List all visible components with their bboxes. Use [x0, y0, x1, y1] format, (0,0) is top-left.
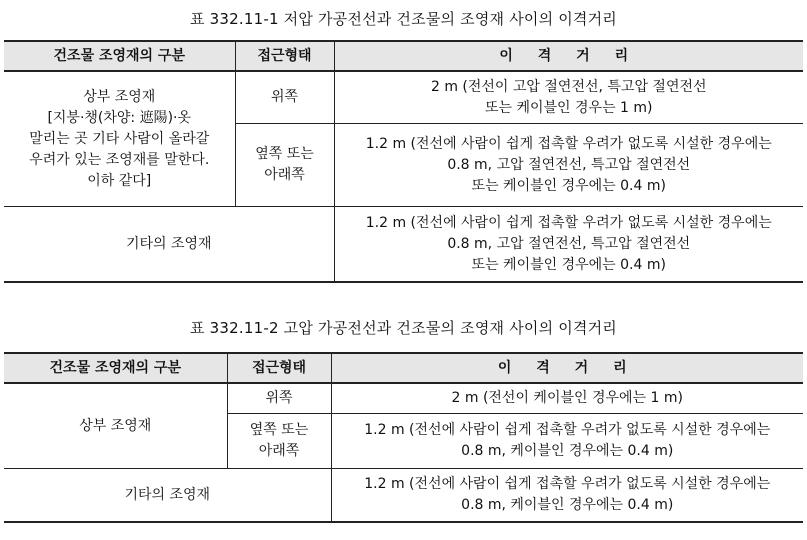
table-row — [4, 469, 803, 523]
distance-text: 0.8 m, 고압 절연전선, 특고압 절연전선 — [447, 156, 691, 173]
category-text: 말리는 곳 기타 사람이 올라갈 — [29, 130, 210, 147]
distance-text: 1.2 m (전선에 사람이 쉽게 접촉할 우려가 없도록 시설한 경우에는 — [364, 422, 771, 439]
approach-text: 아래쪽 — [264, 167, 305, 183]
distance-text: 2 m (전선이 고압 절연전선, 특고압 절연전선 — [430, 78, 707, 95]
approach-text: 아래쪽 — [258, 443, 300, 460]
category-other-structure: 기타의 조영재 — [4, 469, 331, 523]
header-approach-type: 접근형태 — [227, 353, 331, 383]
distance-text: 0.8 m, 케이블인 경우에는 0.4 m) — [461, 497, 674, 513]
distance-text: 1.2 m (전선에 사람이 쉽게 접촉할 우려가 없도록 시설한 경우에는 — [364, 476, 771, 492]
table-row — [4, 207, 803, 283]
distance-above — [334, 71, 803, 124]
table1-low-voltage-clearance — [4, 40, 803, 283]
distance-text: 1.2 m (전선에 사람이 쉽게 접촉할 우려가 없도록 시설한 경우에는 — [365, 135, 772, 152]
distance-other — [331, 469, 803, 523]
distance-text: 또는 케이블인 경우에는 0.4 m) — [471, 177, 666, 194]
distance-text: 0.8 m, 케이블인 경우에는 0.4 m) — [461, 443, 674, 460]
header-clearance-distance: 이 격 거 리 — [334, 41, 803, 71]
distance-text: 또는 케이블인 경우는 1 m) — [484, 99, 653, 116]
category-upper-structure — [4, 71, 235, 207]
distance-side-below — [334, 124, 803, 207]
approach-side-below — [227, 414, 331, 469]
category-text: [지붕·챙(차양: 遮陽)·옷 — [47, 109, 192, 126]
header-clearance-distance: 이 격 거 리 — [331, 353, 803, 383]
category-text: 이하 같다] — [87, 172, 152, 189]
category-text: 상부 조영재 — [83, 88, 156, 105]
header-structure-category: 건조물 조영재의 구분 — [4, 41, 235, 71]
header-approach-type: 접근형태 — [235, 41, 334, 71]
distance-above: 2 m (전선이 케이블인 경우에는 1 m) — [331, 383, 803, 414]
category-upper-structure: 상부 조영재 — [4, 383, 227, 469]
table2-caption: 표 332.11-2 고압 가공전선과 건조물의 조영재 사이의 이격거리 — [190, 319, 617, 337]
approach-text: 옆쪽 또는 — [255, 146, 314, 162]
distance-side-below — [331, 414, 803, 469]
header-structure-category: 건조물 조영재의 구분 — [4, 353, 227, 383]
distance-text: 1.2 m (전선에 사람이 쉽게 접촉할 우려가 없도록 시설한 경우에는 — [365, 214, 772, 231]
approach-above: 위쪽 — [235, 71, 334, 124]
approach-text: 옆쪽 또는 — [249, 422, 309, 439]
category-other-structure: 기타의 조영재 — [4, 207, 334, 283]
table1-header-row — [4, 41, 803, 71]
table1-caption: 표 332.11-1 저압 가공전선과 건조물의 조영재 사이의 이격거리 — [190, 10, 617, 28]
category-text: 우려가 있는 조영재를 말한다. — [29, 151, 210, 168]
distance-text: 0.8 m, 고압 절연전선, 특고압 절연전선 — [447, 235, 691, 252]
table2-header-row — [4, 353, 803, 383]
table-row — [4, 383, 803, 414]
table2-high-voltage-clearance — [4, 352, 803, 523]
table-row — [4, 71, 803, 124]
distance-other — [334, 207, 803, 283]
approach-side-below — [235, 124, 334, 207]
distance-text: 또는 케이블인 경우에는 0.4 m) — [471, 256, 666, 273]
approach-above: 위쪽 — [227, 383, 331, 414]
